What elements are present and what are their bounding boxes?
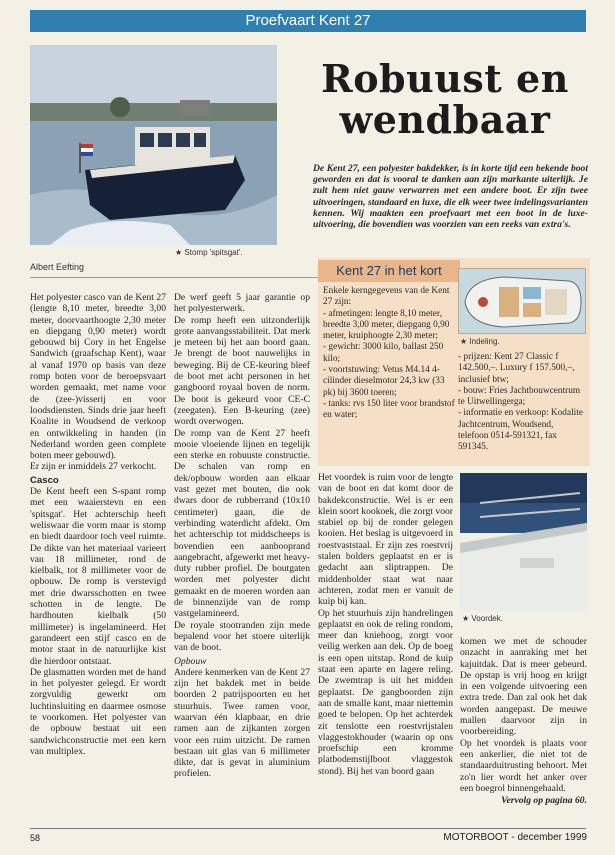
paragraph: De royale stootranden zijn mede bepalend voor het stoere uiterlijk van de boot. [174, 619, 310, 654]
page-number: 58 [30, 833, 41, 843]
paragraph: Andere kenmerken van de Kent 27 zijn het bakdek met in beide boorden 2 patrijspoorten en het stuurhuis. Twee ramen voor, waarvan één klapbaar, en drie ramen aan de zijkanten zorgen voor een ruim uitzicht. De ramen bestaan uit glas van 6 millimeter dikte, dat is gevat in aluminium profielen. [174, 666, 310, 780]
article-column-3 [318, 472, 453, 777]
continued-note: Vervolg op pagina 60. [501, 795, 587, 807]
article-column-2 [174, 292, 310, 780]
paragraph: De romp heeft een uitzonderlijk grote aanvangsstabiliteit. Dat merk je meteen bij het aan boord gaan. Je brengt de boot nauwelijks in beweging. Bij de CE-keuring bleef de boot met acht personen in het gangboord royaal boven de norm. De boot is gekeurd voor CE-C (zeegaten). Een B-keuring (zee) wordt overwogen. [174, 314, 310, 428]
paragraph: Het voordek is ruim voor de lengte van de boot en dat komt door de bakdekconstructie. Wel is er een klein soort kookoek, die zorgt voor stabiel op bij de ronder gelegen kooien. Het beslag is uitgevoerd in roestvaststaal. Er zijn zes roestvrij stalen bolders geplaatst en er is gedacht aan sliptrappen. De middenbolder staat wat naar achteren, zodat men er vanuit de kuip bij kan. [318, 472, 453, 608]
section-heading: Casco [30, 474, 59, 486]
footer-divider [30, 828, 586, 829]
spec-item: - afmetingen: lengte 8,10 meter, breedte 3,00 meter, diepgang 0,90 meter, kruiphoogte 2,30 meter; [323, 308, 450, 342]
paragraph: De werf geeft 5 jaar garantie op het polyesterwerk. [174, 292, 310, 315]
layout-plan-image [458, 268, 586, 334]
spec-item: - tanks: rvs 150 liter voor brandstof en water; [323, 398, 455, 421]
paragraph: Het polyester casco van de Kent 27 (lengte 8,10 meter, breedte 3,00 meter, doorvaarthoogte 2,30 meter en diepgang 0,90 meter) wordt gebouwd bij Cory in het Engelse Sandwich (graafschap Kent), waar al vanaf 1970 op basis van deze romp boten voor de beroepsvaart worden gemaakt, met name voor de (zee-)visserij en voor loodsdiensten. Sinds drie jaar heeft Koalite in Woudsend de verkoop en ontwikkeling in handen (in Nederland worden geen complete boten meer gebouwd). [30, 292, 166, 462]
paragraph: De romp van de Kent 27 heeft mooie vloeiende lijnen en tegelijk een sterke en robuuste constructie. De schalen van romp en dek/opbouw worden aan elkaar vast gezet met bouten, die ook dwars door de rubberrand (10x10 centimeter) gaan, die de verbinding waterdicht afdekt. Om het achterschip tot middscheeps is bovendien een aanbooprand aangebracht, afgewerkt met heavy-duty rubber profiel. De boutgaten worden met polyester dicht gemaakt en de moeren worden aan de binnenzijde van de romp vastgelamineerd. [174, 427, 310, 620]
article-column-4 [460, 636, 587, 806]
section-banner: Proefvaart Kent 27 [30, 10, 586, 32]
paragraph: Er zijn er inmiddels 27 verkocht. [30, 461, 157, 473]
paragraph: De glasmatten worden met de hand in het polyester gelegd. Er wordt zorgvuldig gewerkt om luchtinsluiting en daarmee osmose te voorkomen. Het polyester van de opbouw bestaat uit een sandwichconstructie met een kern van multiplex. [30, 666, 166, 757]
magazine-name: MOTORBOOT - december 1999 [443, 832, 587, 843]
headline-line-2: wendbaar [339, 97, 551, 142]
spec-item: - gewicht: 3000 kilo, ballast 250 kilo; [323, 342, 444, 364]
paragraph: komen we met de schouder onzacht in aanraking met het kajuitdak. Dat is meer gebeurd. De opstap is vrij hoog en krijgt in een volgende uitvoering een extra trede. Dan zal ook het dak worden aangepast. De meuwe mallen daarvoor zijn in voorbereiding. [460, 636, 587, 738]
paragraph: Op het stuurhuis zijn handrelingen geplaatst en ook de reling rondom, meer dan kniehoog, zorgt voor veilig werken aan dek. Op de boeg is een open uitstap. Rond de kuip staat een aparte en lagere reling. De zwemtrap is uit het midden geplaatst. De gangboorden zijn aan de smalle kant, maar niettemin goed te belopen. Op het achterdek zit tenslotte een roestvrijstalen vlaggestokhouder (waarin op ons proefschip een kromme platbodemstijlboot vlaggestok stond). Bij het van boord gaan [318, 607, 453, 777]
paragraph: De Kent heeft een S-spant romp met een waaierstevn en een 'spitsgat'. Het achterschip heeft weliswaar die vorm maar is stomp en biedt daardoor toch veel ruimte. De dikte van het materiaal varieert van 18 millimeter, rond de kielbalk, tot 8 millimeter voor de opbouw. De romp is verstevigd met drie dwarsschotten en twee schotten in de lengte. De hardhouten kielbalk (50 millimeter) is ingelamineerd. Het garandeert een stijf casco en de motor staat in de natuurlijke kist die hierdoor ontstaat. [30, 486, 166, 667]
spec-item: - prijzen: Kent 27 Classic f 142.500,–. Luxury f 157.500,–, inclusief btw; [458, 352, 575, 385]
author-byline: Albert Eefting [30, 262, 85, 272]
intro-text: De Kent 27, een polyester bakdekker, is in korte tijd een bekende boot geworden en dat is vooral te danken aan zijn markante uiterlijk. Je zult hem niet gauw verwarren met een andere boot. Er zijn twee uitvoeringen, standaard en luxe, die elk weer twee indelingsvarianten kennen. Wij maakten een proefvaart met een boot in de luxe-uitvoering, die bovendien was voorzien van een reeks van extra's. [313, 163, 588, 231]
article-column-1 [30, 292, 166, 757]
caption-voordek: ★ Voordek. [462, 614, 503, 623]
spec-item: - informatie en verkoop: Kodalite Jachtcentrum, Woudsend, telefoon 0514-591321, fax 591345. [458, 408, 583, 453]
headline [300, 58, 590, 140]
photo-caption-stomp: ★ Stomp 'spitsgat'. [175, 248, 243, 257]
foredeck-photo [460, 473, 587, 611]
headline-line-1: Robuust en [321, 56, 569, 101]
spec-item: - bouw: Fries Jachtbouwcentrum te Uitwellingerga; [458, 385, 581, 408]
spec-list-left [323, 286, 459, 422]
spec-item: Enkele kerngegevens van de Kent 27 zijn: [323, 286, 450, 308]
caption-indeling: ★ Indeling. [460, 337, 500, 346]
spec-list-right [458, 352, 586, 454]
spec-box-title: Kent 27 in het kort [318, 260, 460, 282]
section-heading: Opbouw [174, 655, 207, 667]
paragraph: Op het voordek is plaats voor een ankerlier, die niet tot de standaarduitrusting behoort. Met zo'n lier wordt het anker over een boegrol binnengehaald. [460, 737, 587, 794]
spec-item: - voortstuwing: Vetus M4.14 4-cilinder dieselmotor 24,3 kw (33 pk) bij 3600 toeren; [323, 365, 445, 398]
boat-photo [30, 45, 277, 245]
